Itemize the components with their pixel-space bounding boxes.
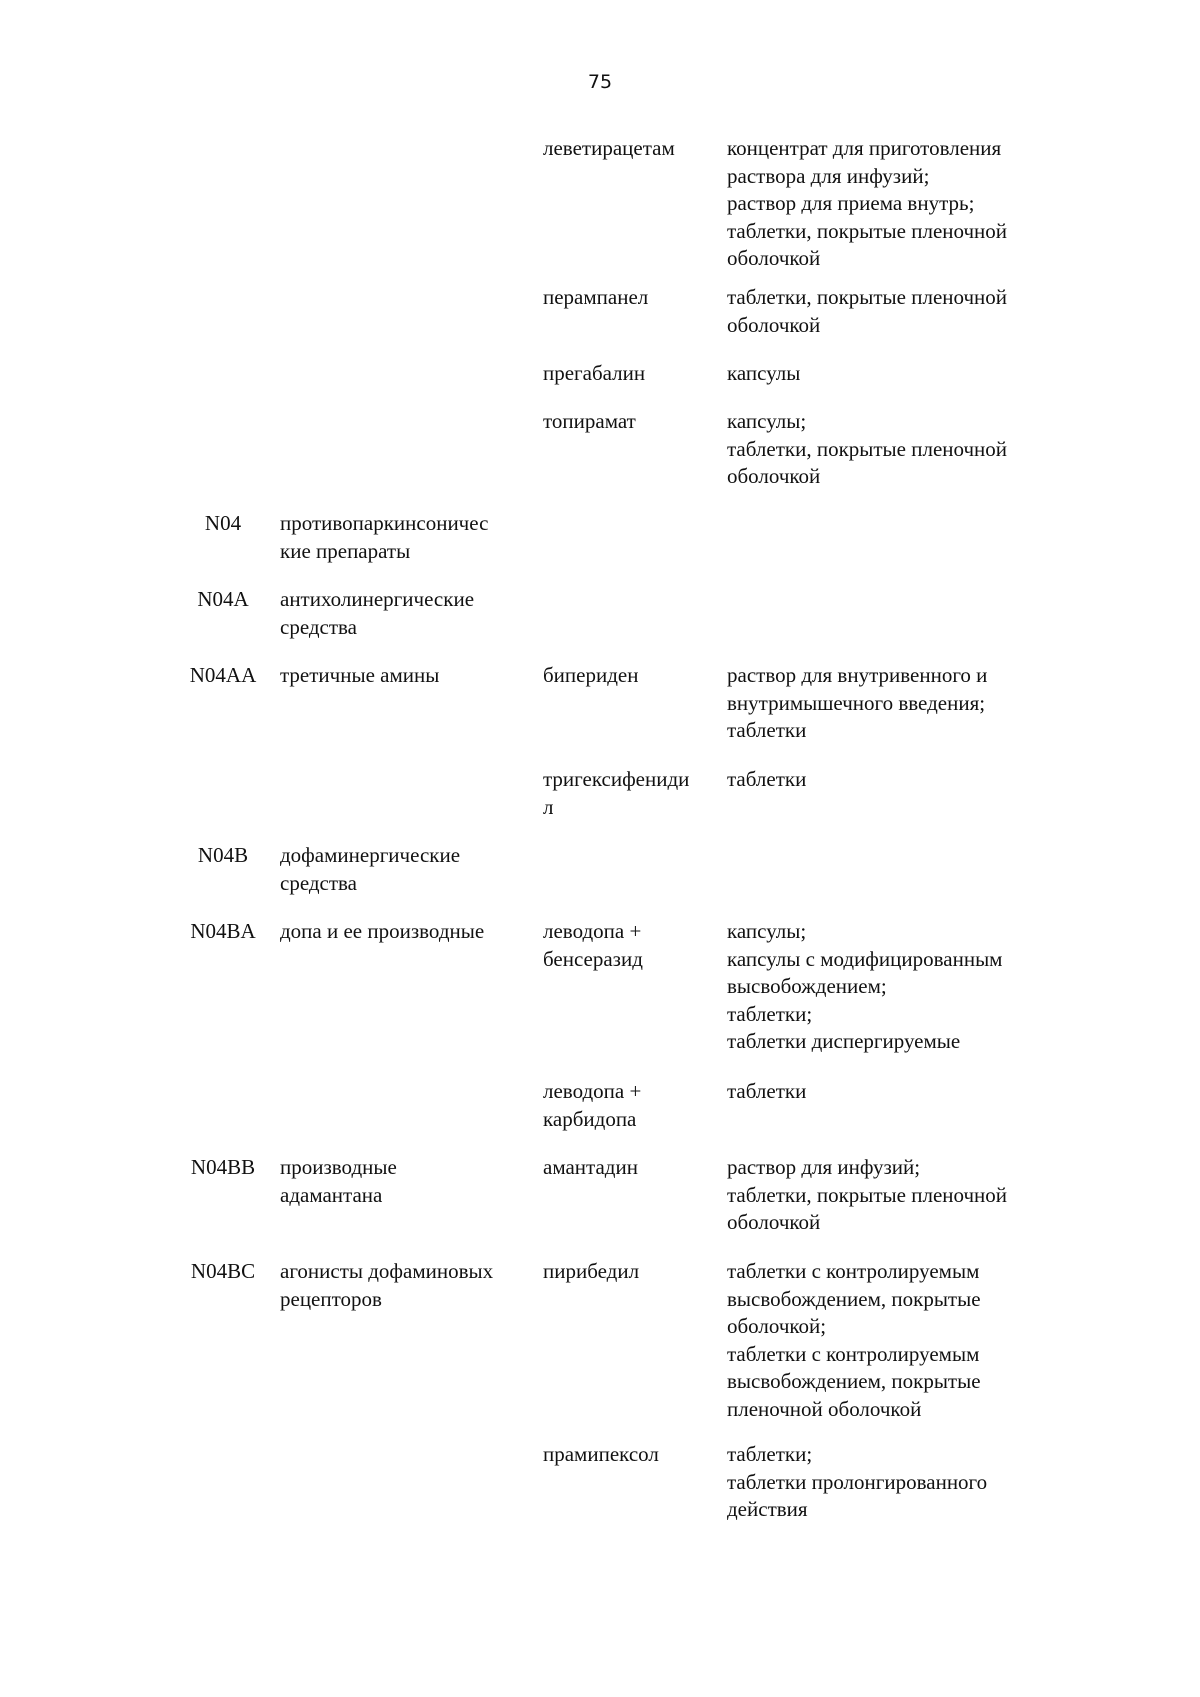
table-row [0,766,1200,842]
atc-code-cell: N04BC [190,1259,256,1283]
drug-name-cell: пирибедил [543,1259,640,1283]
drug-name-cell: топирамат [543,409,636,433]
drug-name-cell: перампанел [543,285,649,309]
table-row [0,1078,1200,1154]
table-row [0,662,1200,766]
atc-code-cell: N04AA [189,663,257,687]
table-row [0,1258,1200,1441]
table-row [0,1441,1200,1531]
group-name-cell: антихолинергические средства [280,587,475,639]
group-name-cell: агонисты дофаминовых рецепторов [280,1259,494,1311]
atc-code-cell: N04A [197,587,249,611]
dosage-form-cell: таблетки [727,767,807,791]
table-row [0,510,1200,586]
atc-code-cell: N04BB [190,1155,256,1179]
drug-name-cell: амантадин [543,1155,638,1179]
table-row [0,842,1200,918]
dosage-form-cell: таблетки [727,1079,807,1103]
drug-name-cell: прамипексол [543,1442,659,1466]
table-row [0,586,1200,662]
dosage-form-cell: капсулы; таблетки, покрытые пленочной оболочкой [727,409,1008,488]
table-row [0,408,1200,510]
group-name-cell: третичные амины [280,663,440,687]
drug-name-cell: леветирацетам [543,136,675,160]
dosage-form-cell: таблетки; таблетки пролонгированного действия [727,1442,988,1521]
table-row [0,1154,1200,1258]
table-row [0,284,1200,360]
dosage-form-cell: раствор для инфузий; таблетки, покрытые пленочной оболочкой [727,1155,1008,1234]
page-number: 75 [587,71,613,93]
table-row [0,135,1200,284]
table-row [0,360,1200,408]
group-name-cell: допа и ее производные [280,919,485,943]
drug-name-cell: леводопа + карбидопа [543,1079,642,1131]
drug-name-cell: леводопа + бенсеразид [543,919,643,971]
group-name-cell: дофаминергические средства [280,843,461,895]
table-row [0,918,1200,1078]
dosage-form-cell: концентрат для приготовления раствора для инфузий; раствор для приема внутрь; таблетки, покрытые пленочной оболочкой [727,136,1008,270]
drug-name-cell: тригексифениди л [543,767,690,819]
drug-name-cell: бипериден [543,663,639,687]
atc-code-cell: N04B [197,843,249,867]
dosage-form-cell: таблетки, покрытые пленочной оболочкой [727,285,1008,337]
group-name-cell: производные адамантана [280,1155,397,1207]
dosage-form-cell: таблетки с контролируемым высвобождением, покрытые оболочкой; таблетки с контролируемым высвобождением, покрытые пленочной оболочкой [727,1259,981,1421]
group-name-cell: противопаркинсоничес кие препараты [280,511,489,563]
drug-name-cell: прегабалин [543,361,646,385]
dosage-form-cell: капсулы [727,361,801,385]
atc-code-cell: N04BA [190,919,256,943]
drug-table [0,135,1200,1531]
dosage-form-cell: капсулы; капсулы с модифицированным высвобождением; таблетки; таблетки диспергируемые [727,919,1003,1053]
dosage-form-cell: раствор для внутривенного и внутримышечного введения; таблетки [727,663,988,742]
atc-code-cell: N04 [204,511,242,535]
